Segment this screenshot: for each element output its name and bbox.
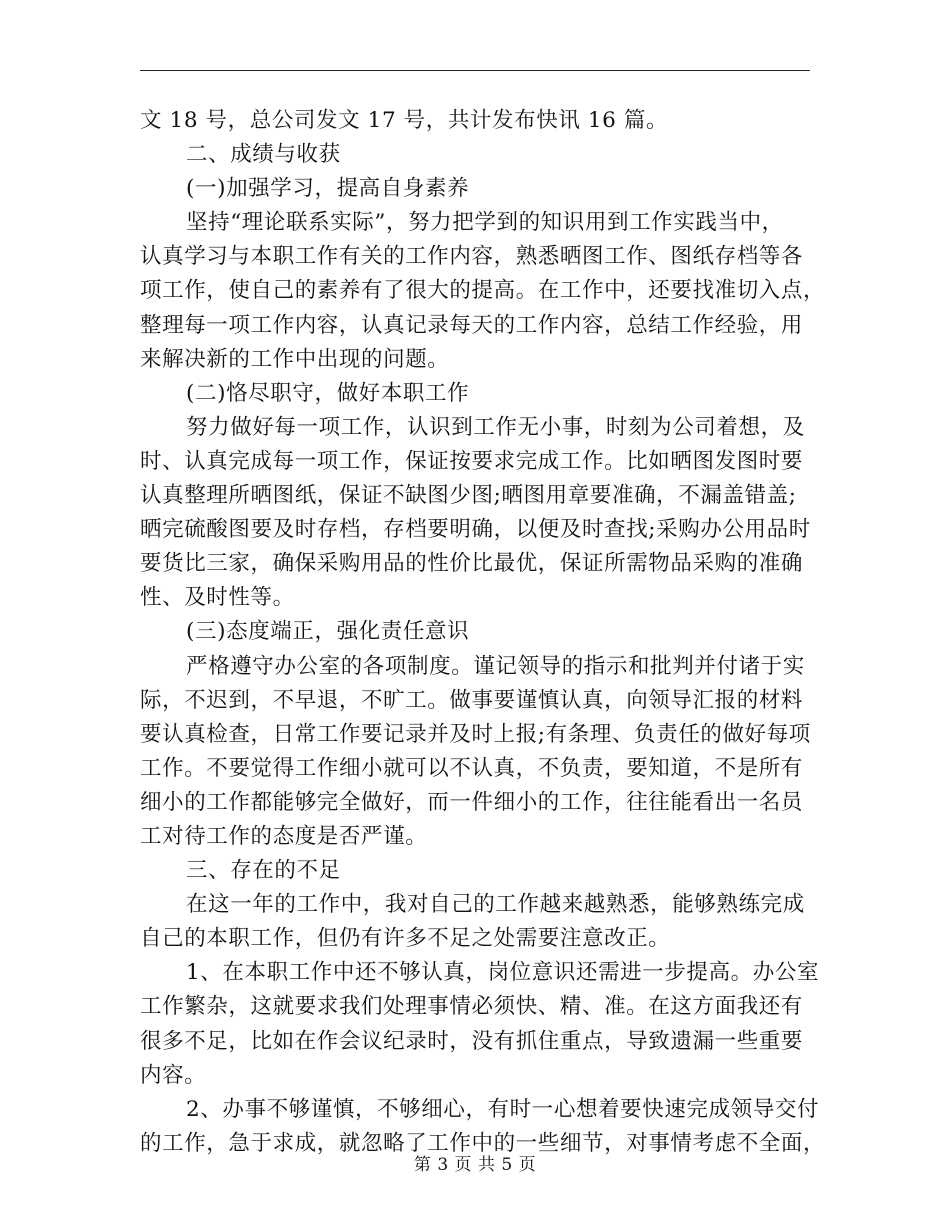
subsection-heading: (一)加强学习，提高自身素养 [186,176,470,202]
text-line: 整理每一项工作内容，认真记录每天的工作内容，总结工作经验，用 [140,312,804,338]
text-line: 在这一年的工作中，我对自己的工作越来越熟悉，能够熟练完成 [186,892,805,918]
text-line: 的工作，急于求成，就忽略了工作中的一些细节，对事情考虑不全面， [140,1130,826,1156]
text-line: 认真整理所晒图纸，保证不缺图少图;晒图用章要准确，不漏盖错盖; [140,483,797,509]
subsection-heading: (三)态度端正，强化责任意识 [186,619,470,645]
text-line: 来解决新的工作中出现的问题。 [140,346,450,372]
text-line: 自己的本职工作，但仍有许多不足之处需要注意改正。 [140,926,671,952]
text-line: 晒完硫酸图要及时存档，存档要明确，以便及时查找;采购办公用品时 [140,517,811,543]
text-line: 坚持“理论联系实际”，努力把学到的知识用到工作实践当中， [186,210,784,236]
text-line: 要认真检查，日常工作要记录并及时上报;有条理、负责任的做好每项 [140,721,811,747]
text-line: 工对待工作的态度是否严谨。 [140,823,428,849]
text-line: 很多不足，比如在作会议纪录时，没有抓住重点，导致遗漏一些重要 [140,1028,804,1054]
text-line: 性、及时性等。 [140,585,295,611]
text-line: 努力做好每一项工作，认识到工作无小事，时刻为公司着想，及 [186,414,805,440]
body-text [140,104,826,1161]
text-line: 要货比三家，确保采购用品的性价比最优，保证所需物品采购的准确 [140,551,804,577]
text-line: 1、在本职工作中还不够认真，岗位意识还需进一步提高。办公室 [186,960,820,986]
text-line: 时、认真完成每一项工作，保证按要求完成工作。比如晒图发图时要 [140,448,804,474]
header-rule [140,70,810,71]
section-heading: 二、成绩与收获 [186,142,341,168]
section-heading: 三、存在的不足 [186,858,341,884]
text-line: 工作。不要觉得工作细小就可以不认真，不负责，要知道，不是所有 [140,755,804,781]
text-line: 内容。 [140,1062,207,1088]
text-line: 项工作，使自己的素养有了很大的提高。在工作中，还要找准切入点， [140,278,826,304]
text-line: 工作繁杂，这就要求我们处理事情必须快、精、准。在这方面我还有 [140,994,804,1020]
page-footer: 第 3 页 共 5 页 [413,1155,537,1175]
text-line: 细小的工作都能够完全做好，而一件细小的工作，往往能看出一名员 [140,789,804,815]
text-line: 严格遵守办公室的各项制度。谨记领导的指示和批判并付诸于实 [186,653,805,679]
text-line: 认真学习与本职工作有关的工作内容，熟悉晒图工作、图纸存档等各 [140,244,804,270]
text-line: 2、办事不够谨慎，不够细心，有时一心想着要快速完成领导交付 [186,1096,820,1122]
text-line: 际，不迟到，不早退，不旷工。做事要谨慎认真，向领导汇报的材料 [140,687,804,713]
subsection-heading: (二)恪尽职守，做好本职工作 [186,380,470,406]
text-line: 文 18 号，总公司发文 17 号，共计发布快讯 16 篇。 [140,108,669,133]
